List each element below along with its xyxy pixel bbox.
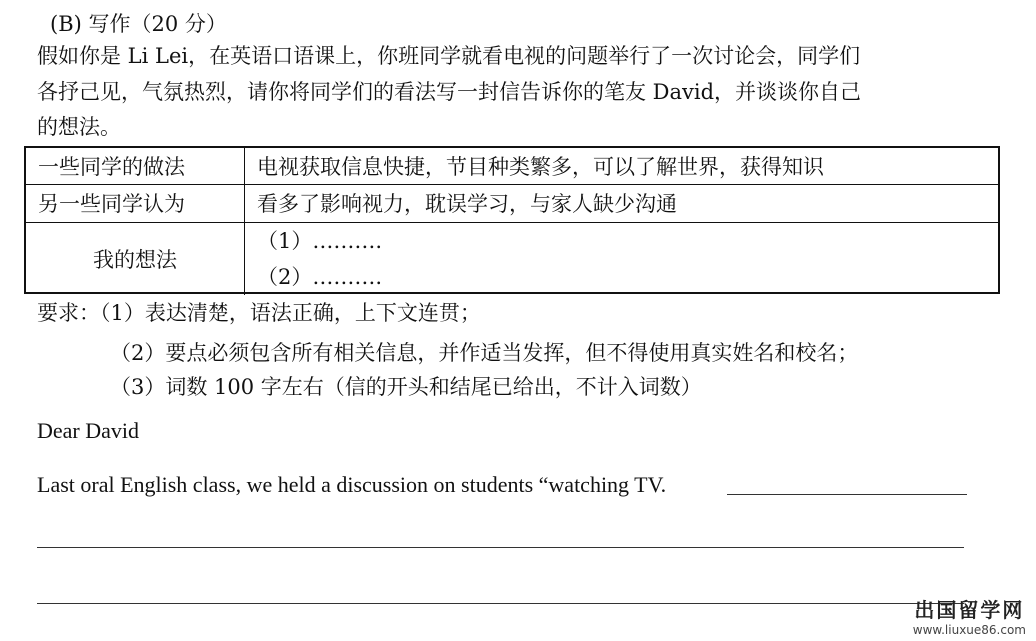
answer-blank-2[interactable] (37, 547, 964, 548)
table-row (26, 148, 998, 184)
table-row (26, 222, 998, 295)
row-label: 另一些同学认为 (26, 184, 245, 222)
answer-blank-3[interactable] (37, 603, 964, 604)
prompt-line-2: 各抒己见，气氛热烈，请你将同学们的看法写一封信告诉你的笔友 David，并谈谈你自己 (37, 80, 862, 104)
letter-opening: Last oral English class, we held a discussion on students “watching TV. (37, 472, 667, 497)
watermark-name: 出国留学网 (914, 598, 1025, 622)
letter-greeting: Dear David (37, 418, 140, 443)
row-label: 一些同学的做法 (26, 148, 245, 184)
answer-blank-1[interactable] (727, 494, 967, 495)
opinion-item-1: （1）………. (257, 228, 383, 253)
table-row (26, 184, 998, 222)
prompt-line-1: 假如你是 Li Lei，在英语口语课上，你班同学就看电视的问题举行了一次讨论会，同学们 (37, 44, 861, 68)
prompt-line-3: 的想法。 (37, 115, 121, 139)
row-content: 看多了影响视力，耽误学习，与家人缺少沟通 (245, 184, 999, 222)
opinion-item-2: （2）………. (257, 264, 383, 289)
row-content (245, 222, 999, 295)
row-label: 我的想法 (26, 222, 245, 295)
requirement-item-3: （3）词数 100 字左右（信的开头和结尾已给出，不计入词数） (110, 375, 702, 399)
section-title: (B) 写作（20 分） (50, 12, 227, 36)
row-content: 电视获取信息快捷，节目种类繁多，可以了解世界，获得知识 (245, 148, 999, 184)
site-watermark (913, 594, 1026, 637)
requirement-item-2: （2）要点必须包含所有相关信息，并作适当发挥，但不得使用真实姓名和校名； (110, 341, 859, 365)
requirements-head: 要求：（1）表达清楚，语法正确，上下文连贯； (37, 301, 481, 325)
viewpoints-table (24, 146, 1000, 294)
watermark-url: www.liuxue86.com (912, 623, 1026, 637)
